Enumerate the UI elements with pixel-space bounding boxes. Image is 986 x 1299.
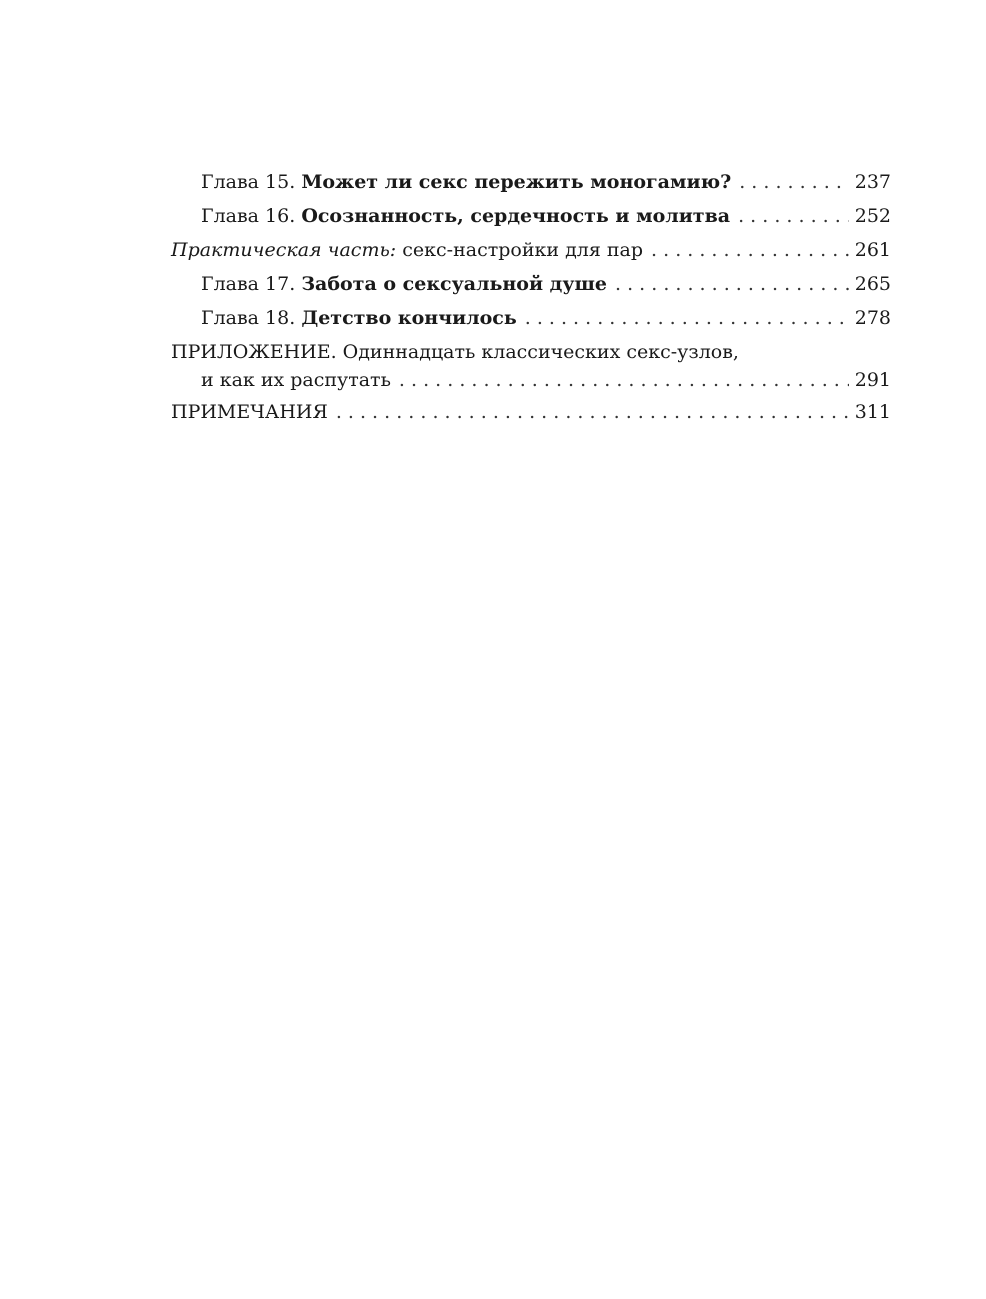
dot-leader bbox=[615, 267, 849, 301]
chapter-label: Глава 18. bbox=[201, 307, 296, 329]
chapter-label: Глава 16. bbox=[201, 205, 296, 227]
page-number: 311 bbox=[854, 401, 891, 423]
dot-leader bbox=[399, 365, 849, 395]
appendix-subtitle: и как их распутать bbox=[201, 369, 391, 391]
chapter-title: Осознанность, сердечность и молитва bbox=[301, 205, 731, 227]
page-number: 252 bbox=[854, 205, 891, 227]
toc-entry-notes[interactable] bbox=[171, 395, 891, 429]
toc-entry-chapter-18[interactable] bbox=[171, 301, 891, 335]
page-number: 265 bbox=[854, 273, 891, 295]
page-number: 261 bbox=[854, 239, 891, 261]
section-label: Практическая часть: bbox=[171, 239, 397, 261]
chapter-label: Глава 17. bbox=[201, 273, 296, 295]
dot-leader bbox=[336, 395, 849, 429]
toc-entry-chapter-16[interactable] bbox=[171, 199, 891, 233]
dot-leader bbox=[739, 165, 849, 199]
chapter-title: Детство кончилось bbox=[301, 307, 517, 329]
toc-entry-appendix-line-1[interactable] bbox=[171, 339, 891, 365]
dot-leader bbox=[651, 233, 849, 267]
toc-entry-chapter-15[interactable] bbox=[171, 165, 891, 199]
toc-entry-practical-part[interactable] bbox=[171, 233, 891, 267]
notes-title: ПРИМЕЧАНИЯ bbox=[171, 401, 328, 423]
dot-leader bbox=[738, 199, 849, 233]
page-number: 278 bbox=[854, 307, 891, 329]
toc-entry-chapter-17[interactable] bbox=[171, 267, 891, 301]
dot-leader bbox=[525, 301, 849, 335]
page-number: 237 bbox=[854, 171, 891, 193]
chapter-label: Глава 15. bbox=[201, 171, 296, 193]
chapter-title: Забота о сексуальной душе bbox=[301, 273, 607, 295]
section-title: секс-настройки для пар bbox=[402, 239, 644, 261]
chapter-title: Может ли секс пережить моногамию? bbox=[301, 171, 732, 193]
table-of-contents bbox=[171, 165, 891, 429]
appendix-title: ПРИЛОЖЕНИЕ. Одиннадцать классических секс-узлов, bbox=[171, 341, 739, 363]
toc-entry-appendix-line-2[interactable] bbox=[171, 365, 891, 395]
page-number: 291 bbox=[854, 369, 891, 391]
